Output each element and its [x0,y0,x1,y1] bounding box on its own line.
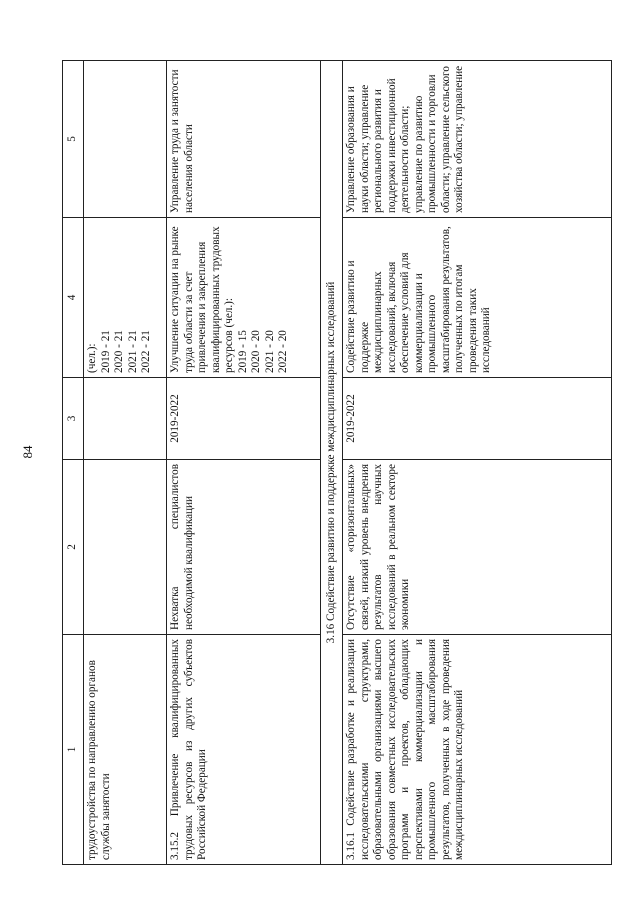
header-col-4: 4 [63,218,84,378]
row-1-result [84,218,167,378]
row-1-period [84,378,167,460]
row-1-responsible [84,61,167,218]
table-row [167,61,321,865]
section-row [321,61,343,865]
row-3-period: 2019-2022 [343,378,612,460]
row-1-measure: трудоустройства по направлению органов службы занятости [84,635,167,865]
header-col-2: 2 [63,460,84,635]
cell-line: 2020 - 20 [250,330,262,373]
cell-line: (чел.): [86,343,98,373]
row-2-problem: Нехватка специалистов необходимой квалификации [167,460,321,635]
measures-table [62,60,612,865]
cell-line: 2020 - 21 [113,330,125,373]
section-title: 3.16 Содействие развитию и поддержке междисциплинарных исследований [321,61,343,865]
row-3-problem: Отсутствие «горизонтальных» связей, низкий уровень внедрения результатов научных исследований в реальном секторе экономики [343,460,612,635]
cell-line: 2021 - 21 [126,330,139,373]
row-3-result: Содействие развитию и поддержке междисциплинарных исследований, включая обеспечение условий для коммерциализации и промышленного масштабирования результатов, полученных по итогам проведения таких исследований [343,218,612,378]
cell-line: 2022 - 21 [140,330,152,373]
row-3-responsible: Управление образования и науки области; управление регионального развития и поддержки инвестиционной деятельности области; управление по развитию промышленности и торговли области; управление сельского хозяйства области; управление [343,61,612,218]
cell-line: 2019 - 15 [236,330,249,373]
row-3-measure: 3.16.1 Содействие разработке и реализации исследовательскими структурами, образовательными организациями высшего образования совместных исследовательских программ и проектов, обладающих перспективами коммерциализации и промышленного масштабирования результатов, полученных в ходе проведения междисциплинарных исследований [343,635,612,865]
cell-line: 2022 - 20 [277,330,289,373]
header-row [63,61,84,865]
table-row [343,61,612,865]
row-2-period: 2019-2022 [167,378,321,460]
row-1-problem [84,460,167,635]
rotated-table-wrapper [62,61,610,865]
row-2-responsible: Управление труда и занятости населения области [167,61,321,218]
cell-line: 2021 - 20 [263,330,276,373]
header-col-1: 1 [63,635,84,865]
page-number: 84 [20,445,35,459]
header-col-3: 3 [63,378,84,460]
table-row [84,61,167,865]
cell-line: Улучшение ситуации на рынке труда области за счет привлечения и закрепления квалифицированных трудовых ресурсов (чел.): [169,226,235,373]
header-col-5: 5 [63,61,84,218]
row-2-result [167,218,321,378]
cell-line: 2019 - 21 [99,330,112,373]
row-2-measure: 3.15.2 Привлечение квалифицированных трудовых ресурсов из других субъектов Российской Федерации [167,635,321,865]
